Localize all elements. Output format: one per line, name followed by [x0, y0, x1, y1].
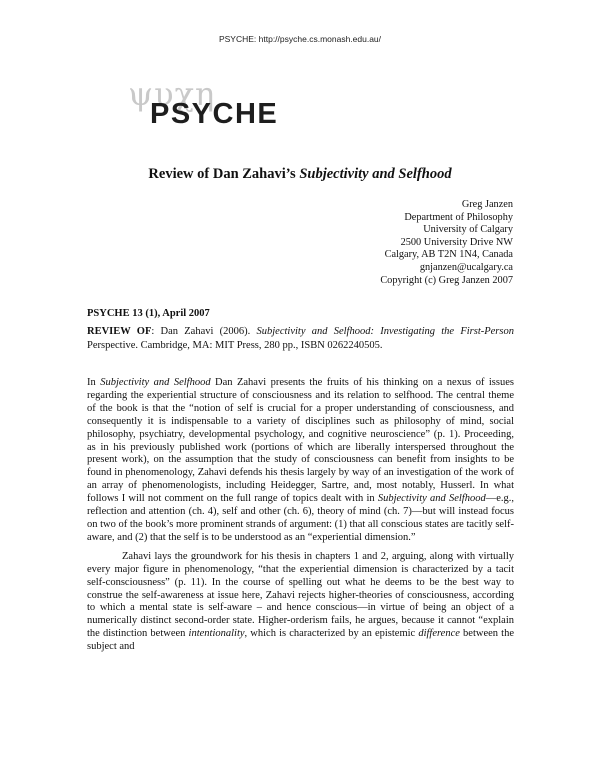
header-url: PSYCHE: http://psyche.cs.monash.edu.au/	[218, 34, 382, 44]
review-of-pre: : Dan Zahavi (2006).	[151, 326, 257, 337]
issue-line: PSYCHE 13 (1), April 2007	[87, 308, 210, 319]
p1-italic-1: Subjectivity and Selfhood	[100, 377, 211, 388]
p2-text-1: Zahavi lays the groundwork for his thesis in chapters 1 and 2, arguing, along with virtually every major figure in phenomenology, “that the experiential dimension is characterized by a tacit self-consciousness” (p. 11). In the course of spelling out what he deems to be the best way to construe the self-awareness at issue here, Zahavi rejects higher-theories of consciousness, according to which a mental state is self-aware – and hence conscious—in virtue of being an object of a numerically distinct second-order state. Higher-orderism fails, he argues, because it cannot “explain the distinction between	[87, 550, 514, 640]
p2-italic-1: intentionality	[188, 628, 245, 640]
paragraph-2	[87, 551, 514, 654]
article-body	[87, 377, 514, 660]
author-department: Department of Philosophy	[404, 211, 513, 223]
p1-text-1: In	[87, 377, 101, 388]
review-of-book-title: Subjectivity and Selfhood: Investigating the First-Person	[256, 326, 514, 337]
psyche-logo-wordmark: PSYCHE	[150, 98, 279, 130]
p2-italic-2: difference	[418, 628, 460, 640]
author-university: University of Calgary	[423, 224, 513, 236]
paragraph-1	[87, 377, 514, 545]
p2-text-3: between the subject and	[87, 628, 514, 653]
title-book-name: Subjectivity and Selfhood	[299, 166, 452, 182]
author-email: gnjanzen@ucalgary.ca	[419, 261, 513, 273]
article-title	[0, 166, 600, 183]
p1-text-2: Dan Zahavi presents the fruits of his thinking on a nexus of issues regarding the experiential structure of consciousness and its relation to selfhood. The central theme of the book is that the “notion of self is crucial for a proper understanding of consciousness, and consequently it is indispensable to a variety of disciplines such as philosophy of mind, social philosophy, psychiatry, developmental psychology, and cognitive neuroscience” (p. 1). Proceeding, as in his previously published work (portions of which are liberally interspersed throughout the present work), on the assumption that the study of consciousness can benefit from insights to be found in phenomenology, Zahavi defends his thesis largely by way of an investigation of the work of an array of phenomenologists, including Heidegger, Sartre, and, most notably, Husserl. In what follows I will not comment on the full range of topics dealt with in	[87, 377, 514, 505]
author-block	[380, 199, 513, 287]
psyche-logo-greek: ψυχη	[128, 75, 216, 113]
p2-text-2: , which is characterized by an epistemic	[244, 628, 419, 640]
p1-text-3: —e.g., reflection and attention (ch. 4), self and other (ch. 6), theory of mind (ch. 7)—but will instead focus on two of the book’s more prominent strands of argument: (1) that all conscious states are tacitly self-aware, and (2) that the self is to be understood as an “experiential dimension.”	[87, 493, 514, 543]
review-of-label: REVIEW OF	[87, 326, 152, 337]
author-street: 2500 University Drive NW	[400, 236, 513, 248]
author-city: Calgary, AB T2N 1N4, Canada	[384, 249, 513, 261]
author-copyright: Copyright (c) Greg Janzen 2007	[380, 274, 513, 286]
review-of-citation	[87, 325, 514, 353]
author-name: Greg Janzen	[461, 199, 513, 210]
title-prefix: Review of Dan Zahavi’s	[148, 166, 300, 182]
review-of-post: Perspective. Cambridge, MA: MIT Press, 280 pp., ISBN 0262240505.	[87, 340, 383, 351]
p1-italic-2: Subjectivity and Selfhood	[377, 493, 486, 505]
